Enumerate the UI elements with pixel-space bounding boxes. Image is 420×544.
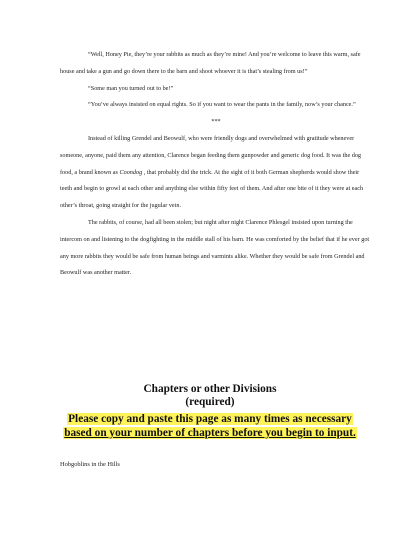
highlighted-instruction-2: based on your number of chapters before you begin to input. [64,427,356,439]
section-heading-required: (required) [185,396,235,408]
paragraph-4 [60,131,372,215]
chapter-title: Hobgoblins in the Hills [60,461,120,468]
highlighted-instruction-1: Please copy and paste this page as many times as necessary [68,413,352,425]
section-heading: Chapters or other Divisions [143,383,277,395]
paragraph-4-start: Instead of killing Grendel and Beowulf, who were friendly dogs and overwhelmed with gratitude whenever someone, anyone, paid them any attention, Clarence began feeding them gunpowder and generic dog food. It was the dog food, a brand known as [60,134,362,176]
paragraph-4-end: , that probably did the trick. At the sight of it both German shepherds would show their teeth and begin to growl at each other and anything else within fifty feet of them. And after one bite of it they were at each other’s throat, going straight for the jugular vein. [60,168,364,210]
story-text [60,47,372,282]
paragraph-3 [60,97,372,114]
paragraph-2: “Some man you turned out to be!” [88,84,174,92]
paragraph-5: The rabbits, of course, had all been stolen; but night after night Clarence Phlesgel insisted upon turning the intercom on and listening to the dogfighting in the middle stall of his barn. He was comforted by the belief that if he ever got any more rabbits they would be safe from human beings and varmints alike. Whether they would be safe from Grendel and Beowulf was another matter. [60,218,370,277]
paragraph-3-text: “You’ve always insisted on equal rights. So if you want to wear the pants in the family, now’s your chance.” [88,101,356,109]
instruction-line-2 [0,423,420,441]
brand-name: Coondog [119,168,143,176]
section-separator: *** [211,118,221,126]
paragraph-1: “Well, Honey Pie, they’re your rabbits as much as they’re mine! And you’re welcome to leave this warm, safe house and take a gun and go down there to the barn and shoot whoever it is that’s stealing from us!” [60,51,361,75]
